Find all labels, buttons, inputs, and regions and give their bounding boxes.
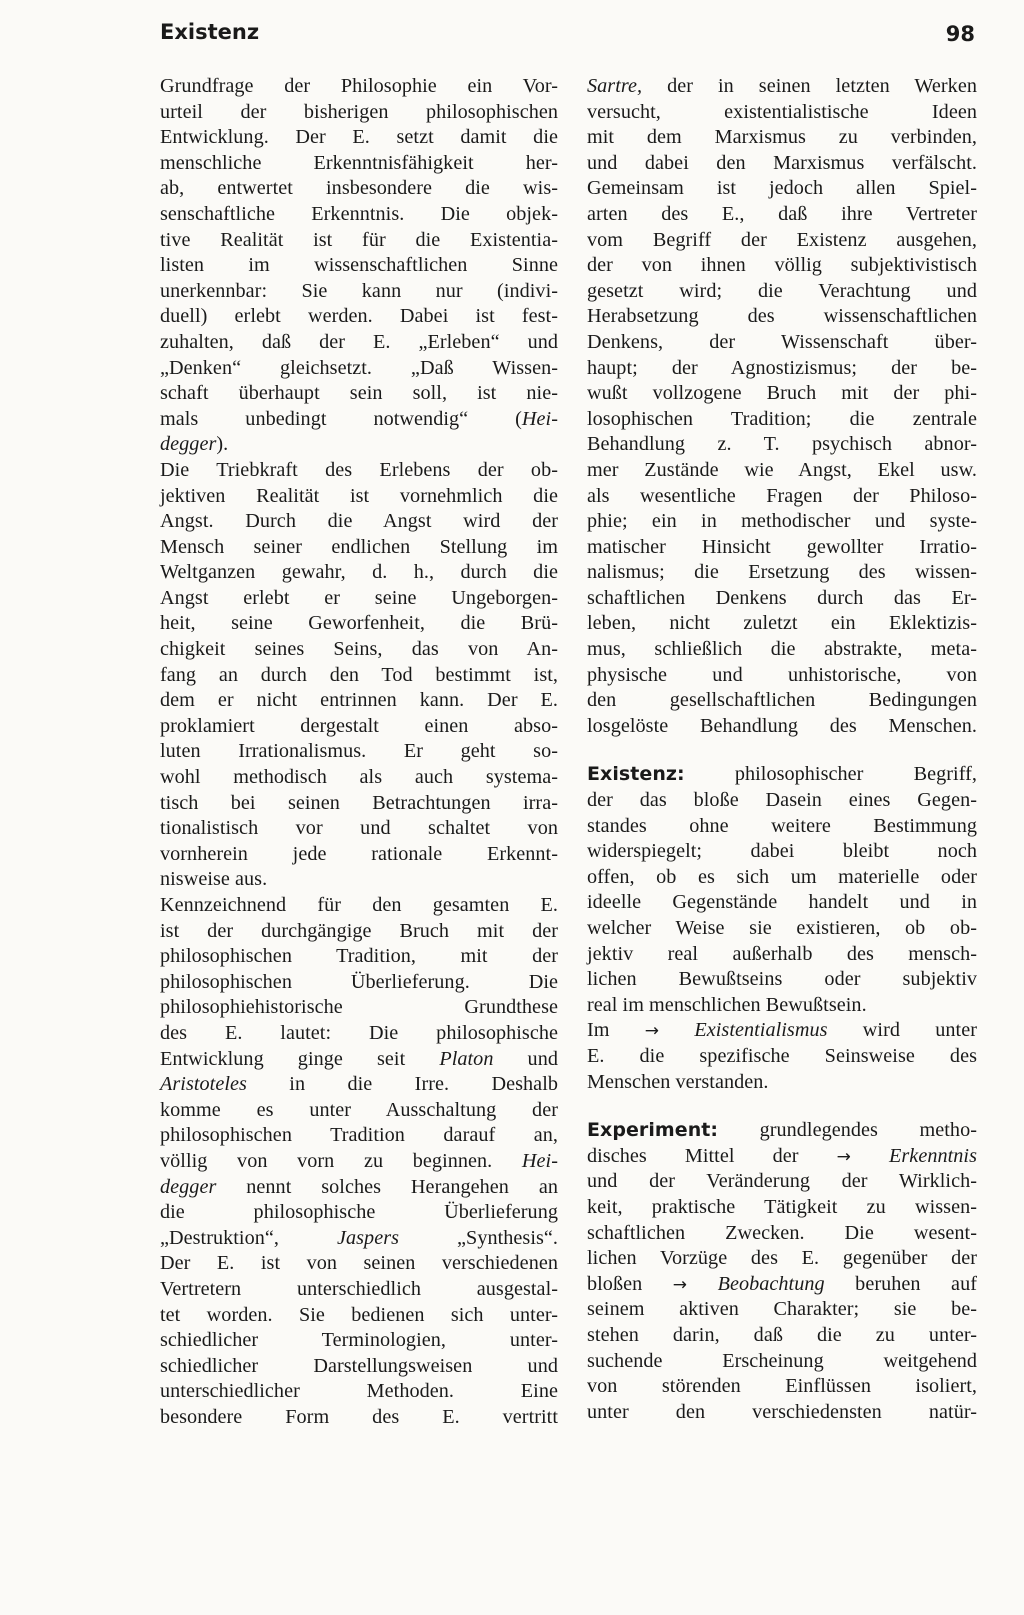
- entry-term: Experiment:: [587, 1119, 719, 1142]
- text-line: seinem aktiven Charakter; sie be-: [587, 1298, 977, 1321]
- text-line: vom Begriff der Existenz ausgehen,: [587, 228, 977, 251]
- text-line: Herabsetzung des wissenschaftlichen: [587, 305, 977, 328]
- text-run: und: [493, 1047, 558, 1070]
- text-line: welcher Weise sie existieren, ob ob-: [587, 917, 977, 939]
- text-line: Gemeinsam ist jedoch allen Spiel-: [587, 177, 977, 200]
- text-line: dem er nicht entrinnen kann. Der E.: [160, 689, 558, 712]
- text-line: proklamiert dergestalt einen abso-: [160, 714, 558, 737]
- text-line: unter den verschiedensten natür-: [587, 1400, 977, 1423]
- text-line: Grundfrage der Philosophie ein Vor-: [160, 75, 558, 97]
- text-run: Entwicklung ginge seit: [160, 1047, 440, 1070]
- text-line: Der E. ist von seinen verschiedenen: [160, 1252, 558, 1275]
- text-line: haupt; der Agnostizismus; der be-: [587, 356, 977, 379]
- text-line: schiedlicher Darstellungsweisen und: [160, 1354, 558, 1377]
- text-run: grundlegendes metho-: [718, 1119, 977, 1142]
- text-line: „Denken“ gleichsetzt. „Daß Wissen-: [160, 356, 558, 379]
- text-run: philosophischer Begriff,: [684, 763, 977, 786]
- italic-reference: Erkenntnis: [889, 1144, 977, 1167]
- text-line: der das bloße Dasein eines Gegen-: [587, 789, 977, 812]
- italic-reference: Sartre,: [587, 75, 643, 97]
- text-line: [160, 1072, 558, 1098]
- text-line: [160, 1226, 558, 1252]
- text-line: ideelle Gegenstände handelt und in: [587, 891, 977, 914]
- text-run: in die Irre. Deshalb: [246, 1073, 558, 1096]
- text-line: [587, 1018, 977, 1044]
- text-line: wohl methodisch als auch systema-: [160, 766, 558, 789]
- text-line: urteil der bisherigen philosophischen: [160, 100, 558, 123]
- text-line: [160, 407, 558, 433]
- text-line: besondere Form des E. vertritt: [160, 1405, 558, 1428]
- text-line: tisch bei seinen Betrachtungen irra-: [160, 791, 558, 814]
- text-line: versucht, existentialistische Ideen: [587, 100, 977, 123]
- text-line: ab, entwertet insbesondere die wis-: [160, 177, 558, 200]
- text-line: losophischen Tradition; die zentrale: [587, 407, 977, 430]
- text-line: ist der durchgängige Bruch mit der: [160, 919, 558, 942]
- text-line: [587, 1118, 977, 1144]
- italic-reference: Jaspers: [337, 1226, 400, 1249]
- text-line: gesetzt wird; die Verachtung und: [587, 279, 977, 302]
- text-line: wußt vollzogene Bruch mit der phi-: [587, 382, 977, 405]
- text-line: unerkennbar: Sie kann nur (indivi-: [160, 279, 558, 302]
- text-line: nisweise aus.: [160, 868, 268, 891]
- text-line: als wesentliche Fragen der Philoso-: [587, 484, 977, 507]
- text-line: schaft überhaupt sein soll, ist nie-: [160, 382, 558, 405]
- text-line: leben, nicht zuletzt ein Eklektizis-: [587, 612, 977, 635]
- text-run: „Destruktion“,: [160, 1226, 337, 1249]
- text-run: nennt solches Herangehen an: [216, 1175, 558, 1198]
- text-line: komme es unter Ausschaltung der: [160, 1098, 558, 1121]
- text-line: arten des E., daß ihre Vertreter: [587, 202, 977, 225]
- text-line: Weltganzen gewahr, d. h., durch die: [160, 561, 558, 584]
- text-run: „Synthesis“.: [399, 1226, 558, 1249]
- text-line: fang an durch den Tod bestimmt ist,: [160, 663, 558, 686]
- text-run: Im: [587, 1019, 645, 1042]
- text-run: disches Mittel der: [587, 1144, 837, 1167]
- text-line: [587, 1144, 977, 1170]
- text-line: tet worden. Sie bedienen sich unter-: [160, 1303, 558, 1326]
- text-line: mus, schließlich die abstrakte, meta-: [587, 638, 977, 661]
- text-line: die philosophische Überlieferung: [160, 1201, 558, 1224]
- text-line: Entwicklung. Der E. setzt damit die: [160, 126, 558, 149]
- text-line: den gesellschaftlichen Bedingungen: [587, 689, 977, 712]
- cross-reference-arrow-icon: →: [644, 1021, 660, 1042]
- text-line: schaftlichen Denkens durch das Er-: [587, 586, 977, 609]
- text-line: Denkens, der Wissenschaft über-: [587, 330, 977, 353]
- text-run: bloßen: [587, 1272, 673, 1295]
- text-line: mit dem Marxismus zu verbinden,: [587, 126, 977, 149]
- text-run: der in seinen letzten Werken: [642, 75, 977, 97]
- page-header: [160, 18, 975, 52]
- text-line: schaftlichen Zwecken. Die wesent-: [587, 1221, 977, 1244]
- text-line: physische und unhistorische, von: [587, 663, 977, 686]
- text-line: luten Irrationalismus. Er geht so-: [160, 740, 558, 763]
- text-line: unterschiedlicher Methoden. Eine: [160, 1380, 558, 1403]
- text-run: wird unter: [827, 1019, 977, 1042]
- italic-reference: Hei-: [521, 1149, 558, 1172]
- text-line: vornherein jede rationale Erkennt-: [160, 842, 558, 865]
- running-head-title: Existenz: [160, 20, 260, 44]
- paragraph-gap: [587, 739, 977, 762]
- text-run: völlig von vorn zu beginnen.: [160, 1149, 522, 1172]
- text-line: keit, praktische Tätigkeit zu wissen-: [587, 1195, 977, 1218]
- text-line: lichen Vorzüge des E. gegenüber der: [587, 1247, 977, 1270]
- italic-reference: Platon: [439, 1047, 494, 1070]
- text-line: [160, 1149, 558, 1175]
- text-line: [587, 74, 977, 100]
- text-line: offen, ob es sich um materielle oder: [587, 865, 977, 888]
- text-line: duell) erlebt werden. Dabei ist fest-: [160, 305, 558, 328]
- text-run: mals unbedingt notwendig“ (: [160, 407, 522, 430]
- text-line: heit, seine Geworfenheit, die Brü-: [160, 612, 558, 635]
- text-line: Angst erlebt er seine Ungeborgen-: [160, 586, 558, 609]
- text-line: [160, 1175, 558, 1201]
- text-line: [160, 1047, 558, 1073]
- cross-reference-arrow-icon: →: [672, 1274, 688, 1295]
- text-line: des E. lautet: Die philosophische: [160, 1021, 558, 1044]
- cross-reference-arrow-icon: →: [836, 1146, 851, 1167]
- text-line: Mensch seiner endlichen Stellung im: [160, 535, 558, 558]
- italic-reference: Aristoteles: [160, 1073, 247, 1096]
- text-line: und der Veränderung der Wirklich-: [587, 1170, 977, 1193]
- text-line: listen im wissenschaftlichen Sinne: [160, 254, 558, 277]
- text-line: philosophischen Tradition darauf an,: [160, 1124, 558, 1147]
- text-line: [160, 432, 558, 458]
- text-line: philosophischen Tradition, mit der: [160, 945, 558, 968]
- text-line: philosophischen Überlieferung. Die: [160, 970, 558, 993]
- text-line: standes ohne weitere Bestimmung: [587, 814, 977, 837]
- text-line: phie; ein in methodischer und syste-: [587, 510, 977, 533]
- text-line: [587, 762, 977, 788]
- text-line: von störenden Einflüssen isoliert,: [587, 1375, 977, 1398]
- text-line: matischer Hinsicht gewollter Irratio-: [587, 535, 977, 558]
- text-line: nalismus; die Ersetzung des wissen-: [587, 561, 977, 584]
- text-line: philosophiehistorische Grundthese: [160, 996, 558, 1019]
- text-line: tive Realität ist für die Existentia-: [160, 228, 558, 251]
- text-line: menschliche Erkenntnisfähigkeit her-: [160, 151, 558, 174]
- text-line: Behandlung z. T. psychisch abnor-: [587, 433, 977, 456]
- text-line: Vertretern unterschiedlich ausgestal-: [160, 1277, 558, 1300]
- text-line: jektiv real außerhalb des mensch-: [587, 942, 977, 965]
- left-text-column: [160, 74, 558, 1430]
- paragraph-gap: [587, 1095, 977, 1118]
- text-line: und dabei den Marxismus verfälscht.: [587, 151, 977, 174]
- text-line: jektiven Realität ist vornehmlich die: [160, 484, 558, 507]
- text-run: beruhen auf: [824, 1272, 977, 1295]
- text-line: Angst. Durch die Angst wird der: [160, 510, 558, 533]
- text-line: schiedlicher Terminologien, unter-: [160, 1329, 558, 1352]
- page-number: 98: [945, 22, 975, 46]
- italic-reference: Beobachtung: [717, 1272, 825, 1295]
- text-run: [659, 1019, 694, 1041]
- entry-term: Existenz:: [587, 763, 685, 786]
- text-line: chigkeit seines Seins, das von An-: [160, 638, 558, 661]
- italic-reference: Existentialismus: [694, 1019, 828, 1042]
- text-line: Die Triebkraft des Erlebens der ob-: [160, 458, 558, 481]
- italic-reference: degger: [160, 433, 217, 456]
- text-run: ).: [216, 433, 229, 456]
- text-line: losgelöste Behandlung des Menschen.: [587, 714, 977, 737]
- right-text-column: [587, 74, 977, 1425]
- text-line: der von ihnen völlig subjektivistisch: [587, 254, 977, 277]
- italic-reference: Hei-: [521, 407, 558, 430]
- text-line: lichen Bewußtseins oder subjektiv: [587, 968, 977, 991]
- text-line: widerspiegelt; dabei bleibt noch: [587, 840, 977, 863]
- text-line: Menschen verstanden.: [587, 1070, 769, 1093]
- text-line: senschaftliche Erkenntnis. Die objek-: [160, 202, 558, 225]
- text-line: [587, 1272, 977, 1298]
- text-line: mer Zustände wie Angst, Ekel usw.: [587, 458, 977, 481]
- text-line: E. die spezifische Seinsweise des: [587, 1044, 977, 1067]
- text-line: zuhalten, daß der E. „Erleben“ und: [160, 330, 558, 353]
- text-run: [851, 1145, 889, 1167]
- italic-reference: degger: [160, 1175, 217, 1198]
- text-line: stehen darin, daß die zu unter-: [587, 1323, 977, 1346]
- text-line: suchende Erscheinung weitgehend: [587, 1349, 977, 1372]
- text-line: real im menschlichen Bewußtsein.: [587, 993, 867, 1016]
- text-run: [687, 1273, 718, 1295]
- text-line: Kennzeichnend für den gesamten E.: [160, 894, 558, 916]
- text-line: tionalistisch vor und schaltet von: [160, 817, 558, 840]
